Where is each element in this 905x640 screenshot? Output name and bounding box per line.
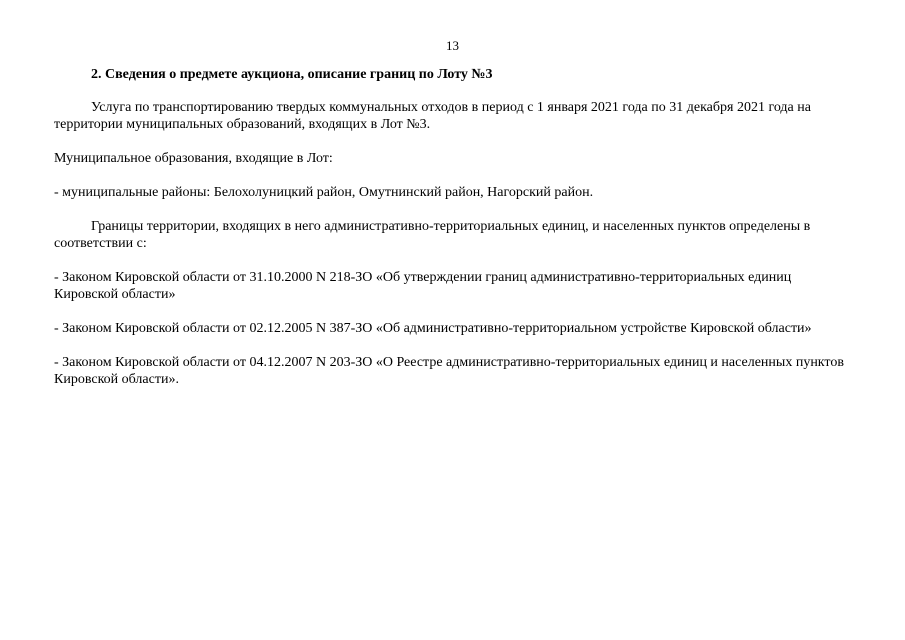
document-body: [54, 66, 844, 405]
paragraph-law-387: - Законом Кировской области от 02.12.2005 N 387-ЗО «Об административно-территориальном устройстве Кировской области»: [54, 321, 812, 336]
paragraph-service-description: Услуга по транспортированию твердых коммунальных отходов в период с 1 января 2021 года по 31 декабря 2021 года на территории муниципальных образований, входящих в Лот №3.: [54, 100, 811, 132]
paragraph-municipal-districts: - муниципальные районы: Белохолуницкий район, Омутнинский район, Нагорский район.: [54, 185, 594, 200]
paragraph-law-203: - Законом Кировской области от 04.12.2007 N 203-ЗО «О Реестре административно-территориальных единиц и населенных пунктов Кировской области».: [54, 355, 844, 387]
page-number: 13: [446, 38, 459, 53]
paragraph-municipalities-intro: Муниципальное образования, входящие в Лот:: [54, 151, 333, 166]
paragraph-boundaries-intro: Границы территории, входящих в него административно-территориальных единиц, и населенных пунктов определены в соответствии с:: [54, 219, 811, 251]
section-heading: 2. Сведения о предмете аукциона, описание границ по Лоту №3: [91, 67, 493, 82]
paragraph-law-218: - Законом Кировской области от 31.10.2000 N 218-ЗО «Об утверждении границ административно-территориальных единиц Кировской области»: [54, 270, 792, 302]
